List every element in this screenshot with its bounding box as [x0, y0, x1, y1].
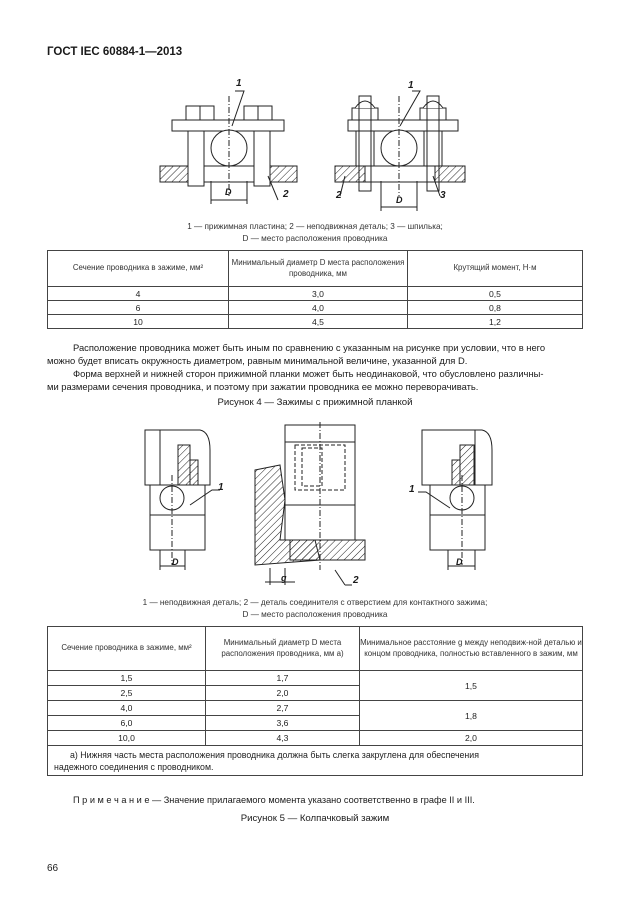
cap-clamp-right — [418, 430, 492, 570]
paragraph-2-line2: ми размерами сечения проводника, и поэтому при зажатии проводника ее можно переворачивать. — [47, 381, 479, 392]
fig5-callout-1-left: 1 — [218, 482, 224, 493]
torque-table — [47, 250, 583, 329]
fig5-dim-D-left: D — [172, 557, 179, 567]
table-cell: 1,8 — [360, 701, 583, 731]
fig5-callout-1-right: 1 — [409, 484, 415, 495]
distance-table-header-gap: Минимальное расстояние g между неподвиж-ной деталью и концом проводника, полностью вставленного в зажим, мм — [360, 627, 583, 671]
table-cell: 4,3 — [206, 731, 360, 746]
figure-4-title: Рисунок 4 — Зажимы с прижимной планкой — [217, 397, 413, 408]
paragraph-1 — [47, 341, 583, 393]
fig4-callout-2-left: 2 — [283, 189, 289, 200]
torque-table-header-diameter: Минимальный диаметр D места расположения проводника, мм — [229, 251, 408, 287]
paragraph-2-line1: Форма верхней и нижней сторон прижимной планки может быть неодинаковой, что обусловлено различны- — [73, 368, 544, 379]
figure-5-title: Рисунок 5 — Колпачковый зажим — [240, 813, 390, 824]
table-row — [48, 701, 583, 716]
figure-4-legend-line1: 1 — прижимная пластина; 2 — неподвижная деталь; 3 — шпилька; — [187, 222, 443, 231]
table-row — [48, 315, 583, 329]
table-cell: 10 — [48, 315, 229, 329]
distance-table-header-section: Сечение проводника в зажиме, мм² — [48, 627, 206, 671]
table-cell: 2,7 — [206, 701, 360, 716]
paragraph-1-line2: можно будет вписать окружность диаметром, равным минимальной величине, указанной для D. — [47, 355, 468, 366]
distance-table-header-diameter: Минимальный диаметр D места расположения проводника, мм a) — [206, 627, 360, 671]
figure-4-drawing — [150, 76, 470, 216]
table-cell: 2,5 — [48, 686, 206, 701]
table-cell: 4,5 — [229, 315, 408, 329]
footnote-line2: надежного соединения с проводником. — [54, 761, 214, 772]
figure-5-drawing — [130, 420, 510, 595]
table-cell: 6,0 — [48, 716, 206, 731]
table-cell: 1,7 — [206, 671, 360, 686]
fig4-dim-D-right: D — [396, 195, 403, 205]
cap-clamp-left — [145, 430, 220, 570]
note: П р и м е ч а н и е — Значение прилагаемого момента указано соответственно в графе II и III. — [73, 795, 475, 805]
table-cell: 1,5 — [360, 671, 583, 701]
table-cell: 3,6 — [206, 716, 360, 731]
table-row — [48, 287, 583, 301]
fig4-callout-1-left: 1 — [236, 78, 242, 89]
figure-5-legend-line1: 1 — неподвижная деталь; 2 — деталь соединителя с отверстием для контактного зажима; — [142, 598, 488, 607]
document-header: ГОСТ IEC 60884-1—2013 — [47, 46, 183, 58]
table-cell: 1,5 — [48, 671, 206, 686]
table-cell: 4,0 — [229, 301, 408, 315]
figure-5-legend-line2: D — место расположения проводника — [242, 610, 388, 619]
table-cell: 2,0 — [360, 731, 583, 746]
table-cell: 4,0 — [48, 701, 206, 716]
fig4-callout-3: 3 — [440, 190, 446, 201]
paragraph-1-line1: Расположение проводника может быть иным по сравнению с указанным на рисунке при условии, что в него — [73, 342, 546, 353]
table-cell: 4 — [48, 287, 229, 301]
fig5-dim-g: g — [281, 573, 287, 583]
table-row — [48, 671, 583, 686]
fig4-callout-1-right: 1 — [408, 80, 414, 91]
table-cell: 10,0 — [48, 731, 206, 746]
page-number: 66 — [47, 863, 59, 874]
table-cell: 2,0 — [206, 686, 360, 701]
table-cell: 6 — [48, 301, 229, 315]
table-row — [48, 731, 583, 746]
footnote-line1: a) Нижняя часть места расположения проводника должна быть слегка закруглена для обеспечения — [70, 749, 479, 760]
table-row — [48, 301, 583, 315]
distance-table-footnote — [48, 746, 583, 776]
table-cell: 0,8 — [408, 301, 583, 315]
distance-table — [47, 626, 583, 776]
torque-table-header-section: Сечение проводника в зажиме, мм² — [48, 251, 229, 287]
figure-4-legend-line2: D — место расположения проводника — [242, 234, 388, 243]
fig4-dim-D-left: D — [225, 187, 232, 197]
table-cell: 0,5 — [408, 287, 583, 301]
table-cell: 1,2 — [408, 315, 583, 329]
table-cell: 3,0 — [229, 287, 408, 301]
cap-clamp-middle — [255, 422, 365, 585]
fig4-callout-2-right: 2 — [336, 190, 342, 201]
torque-table-header-torque: Крутящий момент, Н·м — [408, 251, 583, 287]
fig5-callout-2: 2 — [353, 575, 359, 586]
fig5-dim-D-right: D — [456, 557, 463, 567]
